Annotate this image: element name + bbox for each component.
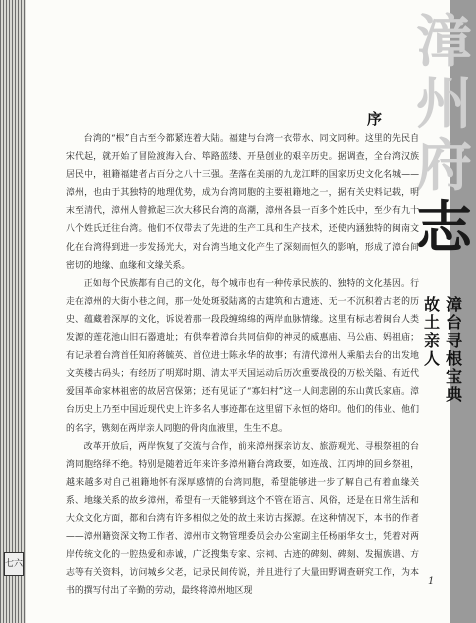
paragraph-3: 改革开放后，两岸恢复了交流与合作，前来漳州探亲访友、旅游观光、寻根祭祖的台湾同胞络绎不绝。特别是随着近年来许多漳州籍台湾政要，如连战、江丙坤的回乡祭祖，越来越多对自己祖籍地怀有深厚感情的台湾同胞，希望能够进一步了解自己有着血缘关系、地缘关系的故乡漳州，希望有一天能够到这个不管在语言、风俗，还是在日常生活和大众文化方面，都和台湾有许多相似之处的故土来访古探源。在这种情况下，本书的作者——漳州籍资深文物工作者、漳州市文物管理委员会办公室副主任杨丽华女士，凭着对两岸传统文化的一腔热爱和赤诚，广泛搜集专家、宗祠、古迹的碑刻、碑刻、发掘族谱、方志等有关资料，访问城乡父老，记录民间传说，并且进行了大量田野调查研究工作，为本书的撰写付出了辛勤的劳动，最终将漳州地区现: [66, 441, 419, 597]
page-inner: [26, 0, 472, 623]
vertical-title: [416, 12, 476, 260]
subtitle-line-2: 漳台寻根宝典: [446, 295, 463, 404]
title-char-1: 漳: [416, 10, 472, 75]
spine-tag: 七六: [4, 552, 24, 576]
paragraph-2: 正如每个民族都有自己的文化，每个城市也有一种传承民族的、独特的文化基因。行走在漳州的大街小巷之间，那一处处斑驳陆离的古建筑和古遗迹、无一不沉积着古老的历史、蕴藏着深厚的文化，诉说着那一段段缠绵绵的两岸血脉情缘。这里有标志着闽台人类发源的莲花池山旧石器遗址；有供奉着漳台共同信仰的神灵的威惠庙、马公庙、妈祖庙；有记录着台湾首任知府蒋毓英、首位进士陈永华的故事；有清代漳州人乘船去台的出发地文英楼古码头；有经历了明郑时期、清太平天国运动后历次重要战役的万松关隘、有近代爱国革命家林祖密的故居宫保第；还有见证了“寡妇村”这一人间悲剧的东山黄氏家庙。漳台历史上乃至中国近现代史上许多名人事迹都在这里留下永恒的烙印。他们的伟业、他们的名字，镌刻在两岸亲人同胞的骨肉血液里，生生不息。: [66, 278, 419, 434]
subtitle-line-1: 故土亲人: [424, 295, 441, 368]
page-number: 1: [428, 576, 435, 587]
preface-heading: 序: [367, 110, 383, 128]
book-spine: [0, 0, 26, 623]
preface-body: [66, 130, 419, 600]
title-char-4: 志: [416, 196, 472, 261]
title-char-2: 州: [416, 72, 472, 137]
paragraph-1: 台湾的“根”自古至今都紧连着大陆。福建与台湾一衣带水、同文同种。这里的先民自宋代起，就开始了冒险渡海入台、筚路蓝缕、开垦创业的艰辛历史。据调查，全台湾汉族居民中，祖籍福建者占百分之八十三强。垄落在美丽的九龙江畔的国家历史文化名城——漳州，也由于其独特的地理优势，成为台湾同胞的主要祖籍地之一，据有关史料记载，明末至清代，漳州人曾掀起三次大移民台湾的高潮，漳州各县一百多个姓氏中，至少有九十八个姓氏迁往台湾。他们不仅带去了先进的生产工具和生产技术，还使内涵独特的闽南文化在台湾得到进一步发扬光大，对台湾当地文化产生了深刻而恒久的影响，形成了漳台间密切的地缘、血缘和文缘关系。: [66, 134, 419, 271]
title-char-3: 府: [416, 134, 472, 199]
